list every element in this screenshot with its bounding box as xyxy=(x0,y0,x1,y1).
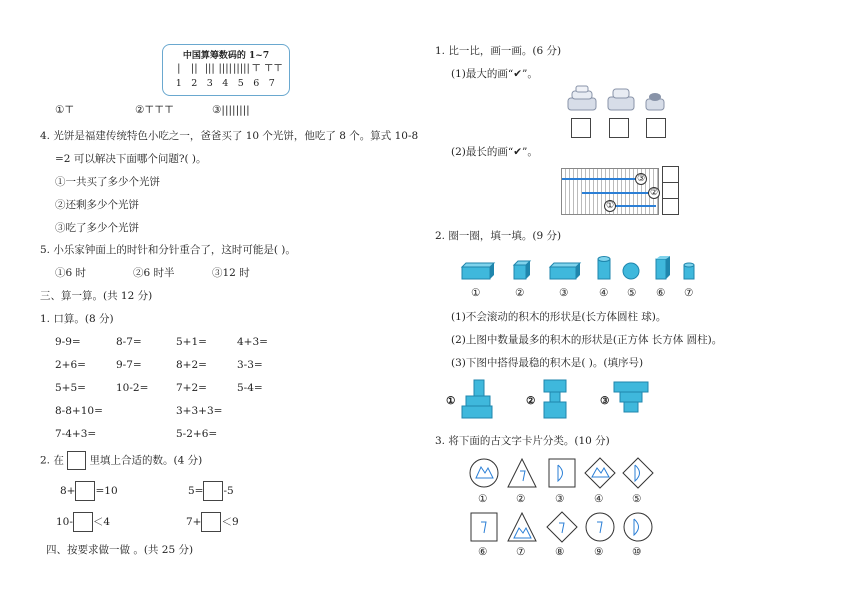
length-line xyxy=(582,192,650,194)
circle-card-icon xyxy=(586,513,614,541)
card-label: ⑥ xyxy=(478,546,488,558)
fill-item xyxy=(188,481,234,501)
cake-icon xyxy=(568,86,596,110)
triangle-card-icon xyxy=(508,513,536,541)
rod-number: 4 xyxy=(222,78,229,89)
diamond-card-icon xyxy=(585,458,615,488)
shape-label: ④ xyxy=(599,287,609,299)
q4-stem-line1: 4. 光饼是福建传统特色小吃之一，爸爸买了 10 个光饼，他吃了 8 个。算式 10-8 xyxy=(40,130,419,142)
q5-option-2[interactable]: ②6 时半 xyxy=(133,267,175,279)
fill-input-box[interactable] xyxy=(203,481,223,501)
shape-label: ⑥ xyxy=(656,287,666,299)
fill-right: ＜9 xyxy=(221,516,239,528)
q4-option-3[interactable]: ③吃了多少个光饼 xyxy=(55,222,139,234)
card-label: ② xyxy=(516,493,526,505)
shape-label: ③ xyxy=(559,287,569,299)
cylinder-icon xyxy=(598,257,610,280)
calc-cell: 5-4= xyxy=(237,382,263,394)
r-q2-line2: (2)上图中数量最多的积木的形状是(正方体 长方体 圆柱)。 xyxy=(451,334,723,346)
rod-number: 1 xyxy=(175,78,182,89)
q2-title-b: 里填上合适的数。(4 分) xyxy=(89,454,203,467)
answer-box[interactable] xyxy=(646,118,666,138)
r-q1b: (2)最长的画“✔”。 xyxy=(451,146,538,158)
calc-cell: 5+5= xyxy=(55,382,86,394)
calc-cell: 4+3= xyxy=(237,336,268,348)
card-label: ⑧ xyxy=(555,546,565,558)
rod-number-row xyxy=(171,78,280,89)
card-label: ⑨ xyxy=(594,546,604,558)
rod-glyph-row xyxy=(171,63,283,74)
calc-cell: 7+2= xyxy=(176,382,207,394)
section3-heading: 三、算一算。(共 12 分) xyxy=(40,290,153,302)
diamond-card-icon xyxy=(623,458,653,488)
q5-option-1[interactable]: ①6 时 xyxy=(55,267,87,279)
calc-cell: 3+3+3= xyxy=(176,405,223,417)
triangle-card-icon xyxy=(508,459,536,487)
cylinder-icon xyxy=(684,263,694,279)
block-stack-3 xyxy=(612,380,652,416)
diamond-card-icon xyxy=(547,512,577,542)
q1-calc-title: 1. 口算。(8 分) xyxy=(40,313,114,325)
r-q1a: (1)最大的画“✔”。 xyxy=(451,68,538,80)
fill-item xyxy=(186,512,239,532)
block-stack-2 xyxy=(538,378,574,420)
cake-icon xyxy=(646,93,664,110)
cuboid-icon xyxy=(462,263,494,279)
rod-number: 3 xyxy=(206,78,213,89)
fill-left: 8+ xyxy=(60,485,76,497)
calc-cell: 2+6= xyxy=(55,359,86,371)
calc-cell: 5-2+6= xyxy=(176,428,218,440)
rod-glyph: | xyxy=(177,63,181,74)
card-label: ⑩ xyxy=(632,546,642,558)
line-label: ① xyxy=(605,201,615,211)
shape-label: ① xyxy=(471,287,481,299)
q4-option-1[interactable]: ①一共买了多少个光饼 xyxy=(55,176,160,188)
circle-card-icon xyxy=(470,459,498,487)
r-q1-title: 1. 比一比，画一画。(6 分) xyxy=(435,45,562,57)
blocks-row xyxy=(458,253,708,283)
q5-option-3[interactable]: ③12 时 xyxy=(212,267,250,279)
rod-number: 5 xyxy=(237,78,244,89)
q3-option-1[interactable]: ①⊤ xyxy=(55,104,75,116)
fill-right: ＜4 xyxy=(92,516,111,528)
fill-item xyxy=(56,512,110,532)
card-label: ③ xyxy=(555,493,565,505)
length-line xyxy=(612,205,656,207)
cuboid-icon xyxy=(656,256,670,279)
card-label: ① xyxy=(478,493,488,505)
q4-option-2[interactable]: ②还剩多少个光饼 xyxy=(55,199,139,211)
fill-input-box[interactable] xyxy=(201,512,221,532)
fill-right: =10 xyxy=(95,485,118,497)
r-q3-title: 3. 将下面的古文字卡片分类。(10 分) xyxy=(435,435,610,447)
stack-label: ① xyxy=(446,395,456,407)
rod-number: 2 xyxy=(191,78,198,89)
r-q2-line1: (1)不会滚动的积木的形状是(长方体圆柱 球)。 xyxy=(451,311,667,323)
answer-box[interactable] xyxy=(571,118,591,138)
rod-glyph: ||| xyxy=(204,63,215,74)
cube-icon xyxy=(514,261,530,279)
answer-box[interactable] xyxy=(662,166,679,183)
fill-input-box[interactable] xyxy=(73,512,93,532)
line-label: ② xyxy=(649,188,659,198)
fill-left: 7+ xyxy=(186,516,202,528)
rod-glyph: ⊤ xyxy=(251,63,261,74)
calc-cell: 9-7= xyxy=(116,359,142,371)
card-row-1 xyxy=(468,456,668,490)
fill-input-box[interactable] xyxy=(75,481,95,501)
fill-left: 10- xyxy=(56,516,73,528)
stack-label: ② xyxy=(526,395,536,407)
answer-box[interactable] xyxy=(609,118,629,138)
q3-option-3[interactable]: ③|||||||| xyxy=(212,104,250,116)
fill-left: 5= xyxy=(188,485,204,497)
answer-box[interactable] xyxy=(662,182,679,199)
calc-cell: 5+1= xyxy=(176,336,207,348)
calc-cell: 3-3= xyxy=(237,359,263,371)
line-label: ③ xyxy=(636,174,646,184)
stack-label: ③ xyxy=(600,395,610,407)
fill-item xyxy=(60,481,118,501)
calc-cell: 10-2= xyxy=(116,382,149,394)
square-card-icon xyxy=(549,459,575,487)
q5-stem: 5. 小乐家钟面上的时针和分针重合了，这时可能是( )。 xyxy=(40,244,296,256)
shape-label: ⑤ xyxy=(627,287,637,299)
answer-box[interactable] xyxy=(662,198,679,215)
q3-option-2[interactable]: ②⊤⊤⊤ xyxy=(135,104,175,116)
q2-title-a: 2. 在 xyxy=(40,454,64,467)
q4-stem-line2: =2 可以解决下面哪个问题?( )。 xyxy=(55,153,207,165)
sphere-icon xyxy=(623,263,639,279)
calc-cell: 8-8+10= xyxy=(55,405,103,417)
rod-numeral-card xyxy=(162,44,290,96)
rod-glyph: ||||| xyxy=(233,63,250,74)
r-q2-title: 2. 圈一圈，填一填。(9 分) xyxy=(435,230,562,242)
block-stack-1 xyxy=(460,378,496,420)
shape-label: ⑦ xyxy=(684,287,694,299)
cuboid-icon xyxy=(550,263,580,279)
card-row-2 xyxy=(468,510,668,544)
calc-cell: 8+2= xyxy=(176,359,207,371)
r-q2-line3: (3)下图中搭得最稳的积木是( )。(填序号) xyxy=(451,357,644,369)
cakes-illustration xyxy=(562,84,672,114)
grid-ruler xyxy=(561,168,659,215)
circle-card-icon xyxy=(624,513,652,541)
rod-glyph: || xyxy=(190,63,198,74)
rod-number: 6 xyxy=(253,78,260,89)
q2-fill-title xyxy=(40,451,202,470)
fill-right: -5 xyxy=(223,485,234,497)
section4-heading: 四、按要求做一做 。(共 25 分) xyxy=(46,544,194,556)
rod-glyph: ⊤⊤ xyxy=(264,63,283,74)
calc-cell: 8-7= xyxy=(116,336,142,348)
card-label: ④ xyxy=(594,493,604,505)
answer-box xyxy=(67,451,86,470)
card-label: ⑤ xyxy=(632,493,642,505)
rod-card-title: 中国算筹数码的 1~7 xyxy=(182,51,270,61)
shape-label: ② xyxy=(515,287,525,299)
rod-number: 7 xyxy=(268,78,275,89)
rod-glyph: |||| xyxy=(218,63,232,74)
card-label: ⑦ xyxy=(516,546,526,558)
cake-icon xyxy=(608,89,634,110)
calc-cell: 7-4+3= xyxy=(55,428,97,440)
length-line xyxy=(562,178,638,180)
square-card-icon xyxy=(471,513,497,541)
calc-cell: 9-9= xyxy=(55,336,81,348)
